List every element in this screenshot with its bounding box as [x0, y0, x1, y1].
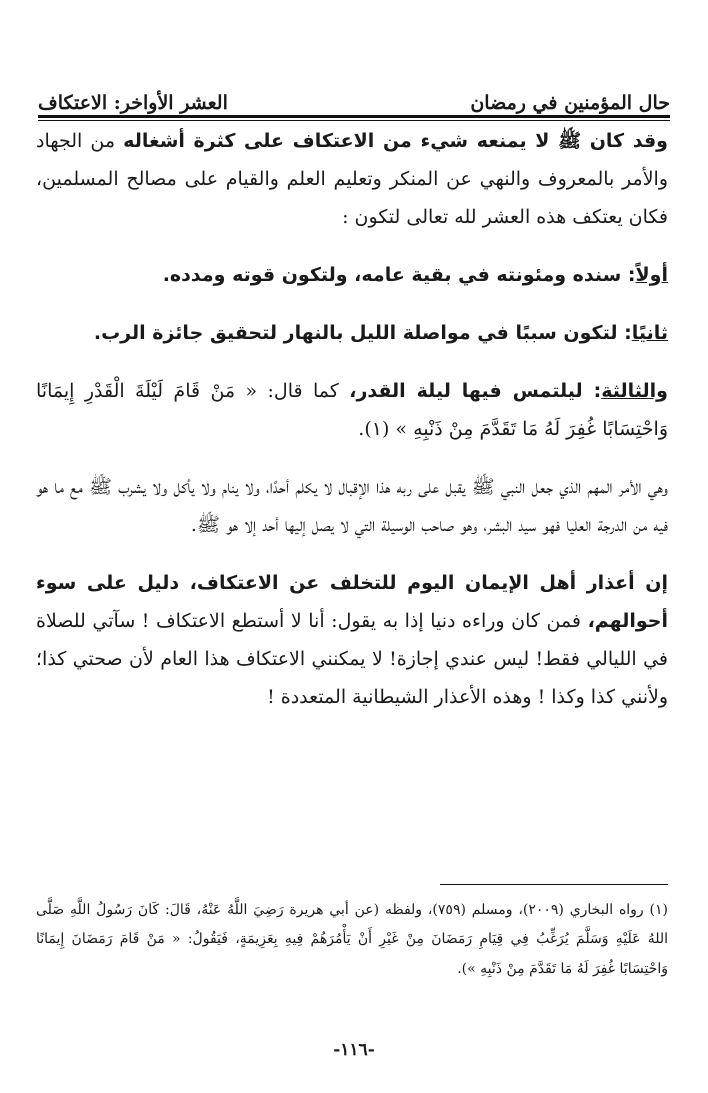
running-header: [38, 84, 670, 114]
point-first: [36, 256, 668, 294]
footnote: (١) رواه البخاري (٢٠٠٩)، ومسلم (٧٥٩)، ولفظه (عن أبي هريرة رَضِيَ اللَّهُ عَنْهُ، قَالَ: كَانَ رَسُولُ اللَّهِ صَلَّى اللهُ عَلَيْهِ وَسَلَّمَ يُرَغِّبُ فِي قِيَامِ رَمَضَانَ مِنْ غَيْرِ أَنْ يَأْمُرَهُمْ فِيهِ بِعَزِيمَةٍ، فَيَقُولُ: « مَنْ قَامَ رَمَضَانَ إِيمَانًا وَاحْتِسَابًا غُفِرَ لَهُ مَا تَقَدَّمَ مِنْ ذَنْبِهِ »).: [36, 902, 669, 977]
paragraph-6: [36, 564, 668, 716]
paragraph-1-text: من الجهاد والأمر بالمعروف والنهي عن المنكر وتعليم العلم والقيام على مصالح المسلمين، فكان يعتكف هذه العشر لله تعالى لتكون :: [36, 130, 668, 228]
point-second-label: ثانيًا: [631, 322, 668, 344]
paragraph-1: [36, 122, 668, 236]
point-third-label: والثالثة: [601, 380, 668, 402]
paragraph-6-text: فمن كان وراءه دنيا إذا به يقول: أنا لا أستطع الاعتكاف ! سآتي للصلاة في الليالي فقط! ليس عندي إجازة! لا يمكنني الاعتكاف هذا العام لأن صحتي كذا؛ ولأنني كذا وكذا ! وهذه الأعذار الشيطانية المتعددة !: [36, 610, 668, 708]
chapter-title: العشر الأواخر: الاعتكاف: [38, 92, 228, 114]
paragraph-6-bold: إن أعذار أهل الإيمان اليوم للتخلف عن الاعتكاف، دليل على سوء أحوالهم،: [36, 572, 668, 632]
header-rule-thick: [38, 115, 670, 118]
point-third-text: كما قال: « مَنْ قَامَ لَيْلَةَ الْقَدْرِ إِيمَانًا وَاحْتِسَابًا غُفِرَ لَهُ مَا تَقَدَّمَ مِنْ ذَنْبِهِ » (١).: [36, 380, 668, 440]
book-title: حال المؤمنين في رمضان: [470, 92, 670, 114]
point-second-text: : لتكون سببًا في مواصلة الليل بالنهار لتحقيق جائزة الرب.: [93, 322, 632, 344]
footnote-divider: [440, 884, 668, 885]
page-number: -١١٦-: [333, 1040, 375, 1060]
point-first-label: أولاً: [635, 264, 668, 286]
point-second: [36, 314, 668, 352]
main-text: [36, 122, 668, 716]
header-rule-thin: [38, 120, 670, 121]
point-third: [36, 372, 668, 448]
paragraph-1-bold: وقد كان ﷺ لا يمنعه شيء من الاعتكاف على كثرة أشغاله: [123, 130, 668, 152]
paragraph-5: وهي الأمر المهم الذي جعل النبي ﷺ يقبل على ربه هذا الإقبال لا يكلم أحدًا، ولا ينام ولا يأكل ولا يشرب ﷺ مع ما هو فيه من الدرجة العليا فهو سيد البشر، وهو صاحب الوسيلة التي لا يصل إليها أحد إلا هو ﷺ.: [36, 476, 668, 536]
point-third-bold: : ليلتمس فيها ليلة القدر،: [349, 380, 602, 402]
point-first-text: : سنده ومئونته في بقية عامه، ولتكون قوته ومدده.: [162, 264, 636, 286]
